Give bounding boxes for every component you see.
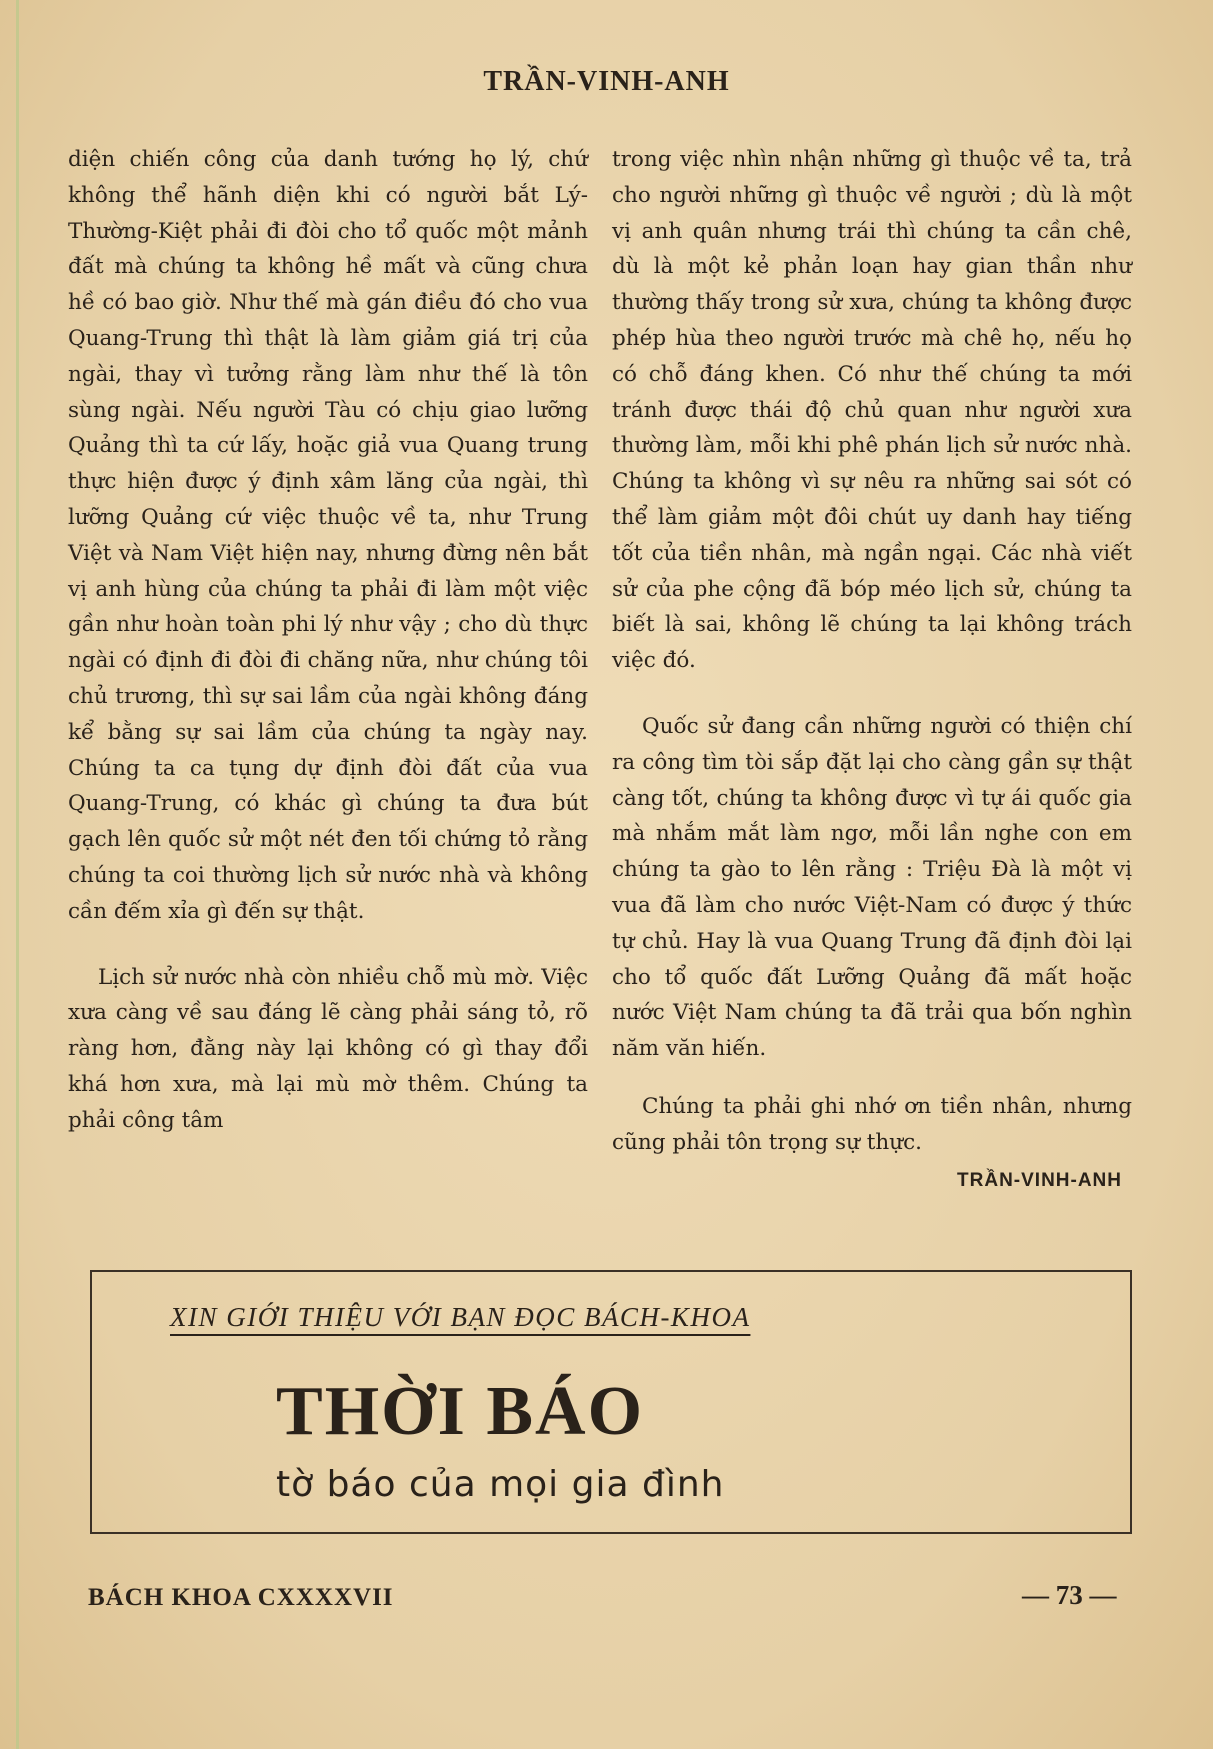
advertisement-box	[90, 1270, 1132, 1532]
article-right-column	[612, 142, 1132, 1198]
article-paragraph: Quốc sử đang cần những người có thiện chí ra công tìm tòi sắp đặt lại cho càng gần sự thật càng tốt, chúng ta không được vì tự ái quốc gia mà nhắm mắt làm ngơ, mỗi lần nghe con em chúng ta gào to lên rằng : Triệu Đà là một vị vua đã làm cho nước Việt-Nam có được ý thức tự chủ. Hay là vua Quang Trung đã định đòi lại cho tổ quốc đất Lưỡng Quảng đã mất hoặc nước Việt Nam chúng ta đã trải qua bốn nghìn năm văn hiến.	[612, 713, 1132, 1062]
ad-bottom-rule	[90, 1532, 1132, 1534]
author-signature: TRẦN-VINH-ANH	[957, 1169, 1122, 1191]
article-left-column	[68, 142, 588, 1139]
page-edge-mark	[16, 0, 19, 1749]
ad-newspaper-title: THỜI BÁO	[276, 1373, 645, 1450]
running-header: TRẦN-VINH-ANH	[483, 66, 730, 97]
footer-page-number: — 73 —	[1022, 1580, 1117, 1610]
article-paragraph: diện chiến công của danh tướng họ lý, chứ không thể hãnh diện khi có người bắt Lý-Thường-Kiệt phải đi đòi cho tổ quốc một mảnh đất mà chúng ta không hề mất và cũng chưa hề có bao giờ. Như thế mà gán điều đó cho vua Quang-Trung thì thật là làm giảm giá trị của ngài, thay vì tưởng rằng làm như thế là tôn sùng ngài. Nếu người Tàu có chịu giao lưỡng Quảng thì ta cứ lấy, hoặc giả vua Quang trung thực hiện được ý định xâm lăng của ngài, thì lưỡng Quảng cứ việc thuộc về ta, như Trung Việt và Nam Việt hiện nay, nhưng đừng nên bắt vị anh hùng của chúng ta phải đi làm một việc gần như hoàn toàn phi lý như vậy ; cho dù thực ngài có định đi đòi đi chăng nữa, như chúng tôi chủ trương, thì sự sai lầm của ngài không đáng kể bằng sự sai lầm của chúng ta ngày nay. Chúng ta ca tụng dự định đòi đất của vua Quang-Trung, có khác gì chúng ta đưa bút gạch lên quốc sử một nét đen tối chứng tỏ rằng chúng ta coi thường lịch sử nước nhà và không cần đếm xỉa gì đến sự thật.	[68, 147, 588, 924]
article-paragraph: Chúng ta phải ghi nhớ ơn tiền nhân, nhưng cũng phải tôn trọng sự thực.	[612, 1093, 1132, 1155]
article-paragraph: Lịch sử nước nhà còn nhiều chỗ mù mờ. Việc xưa càng về sau đáng lẽ càng phải sáng tỏ, rõ ràng hơn, đằng này lại không có gì thay đổi khá hơn xưa, mà lại mù mờ thêm. Chúng ta phải công tâm	[68, 964, 588, 1133]
footer-publication: BÁCH KHOA CXXXXVII	[88, 1584, 394, 1611]
ad-tagline: tờ báo của mọi gia đình	[276, 1464, 725, 1505]
ad-intro-line: XIN GIỚI THIỆU VỚI BẠN ĐỌC BÁCH-KHOA	[170, 1302, 751, 1332]
article-paragraph: trong việc nhìn nhận những gì thuộc về ta, trả cho người những gì thuộc về người ; dù là một vị anh quân nhưng trái thì chúng ta cần chê, dù là một kẻ phản loạn hay gian thần như thường thấy trong sử xưa, chúng ta không được phép hùa theo người trước mà chê họ, nếu họ có chỗ đáng khen. Có như thế chúng ta mới tránh được thái độ chủ quan như người xưa thường làm, mỗi khi phê phán lịch sử nước nhà. Chúng ta không vì sự nêu ra những sai sót có thể làm giảm một đôi chút uy danh hay tiếng tốt của tiền nhân, mà ngần ngại. Các nhà viết sử của phe cộng đã bóp méo lịch sử, chúng ta biết là sai, không lẽ chúng ta lại không trách việc đó.	[612, 147, 1132, 674]
